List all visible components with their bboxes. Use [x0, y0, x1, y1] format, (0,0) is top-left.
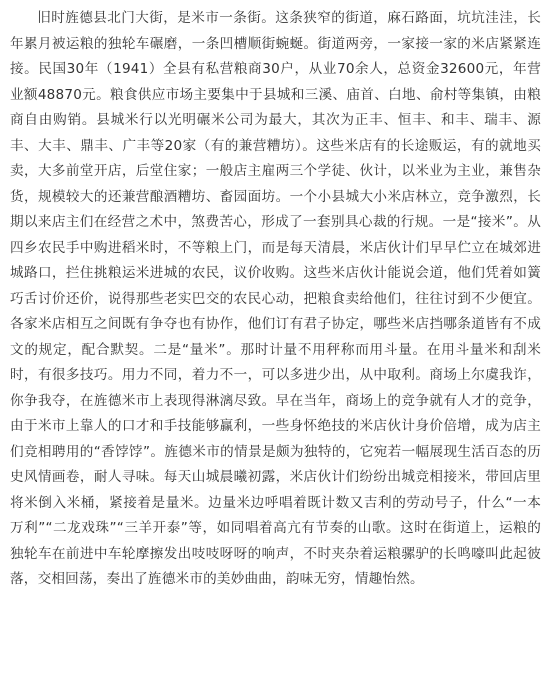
article-paragraph: 旧时旌德县北门大街，是米市一条街。这条狭窄的街道，麻石路面，坑坑洼洼，长年累月被运粮的独轮车碾磨，一条凹槽顺街蜿蜒。街道两旁，一家接一家的米店紧紧连接。民国30年（1941）全县有私营粮商30户，从业70余人，总资金32600元，年营业额48870元。粮食供应市场主要集中于县城和三溪、庙首、白地、俞村等集镇，由粮商自由购销。县城米行以光明碾米公司为最大，其次为正丰、恒丰、和丰、瑞丰、源丰、大丰、鼎丰、广丰等20家（有的兼营糟坊）。这些米店有的长途贩运，有的就地买卖，大多前堂开店，后堂住家；一般店主雇两三个学徒、伙计，以米业为主业，兼售杂货，规模较大的还兼营酿酒糟坊、畜园面坊。一个小县城大小米店林立，竞争激烈，长期以来店主们在经营之术中，煞费苦心，形成了一套别具心裁的行规。一是“接米”。从四乡农民手中购进稻米时，不等粮上门，而是每天清晨，米店伙计们早早伫立在城郊进城路口，拦住挑粮运米进城的农民，议价收购。这些米店伙计能说会道，他们凭着如簧巧舌讨价还价，说得那些老实巴交的农民心动，把粮食卖给他们，往往讨到不少便宜。各家米店相互之间既有争夺也有协作，他们订有君子协定，哪些米店挡哪条道皆有不成文的规定，配合默契。二是“量米”。那时计量不用秤称而用斗量。在用斗量米和刮米时，有很多技巧。用力不同，着力不一，可以多进少出，从中取利。商场上尔虞我诈，你争我夺，在旌德米市上表现得淋漓尽致。早在当年，商场上的竞争就有人才的竞争，由于米市上靠人的口才和手技能够赢利，一些身怀绝技的米店伙计身价倍增，成为店主们竞相聘用的“香饽饽”。旌德米市的情景是颇为独特的，它宛若一幅展现生活百态的历史风情画卷，耐人寻味。每天山城晨曦初露，米店伙计们纷纷出城竞相接米，带回店里将米倒入米桶，紧接着是量米。边量米边呼唱着既计数又吉利的劳动号子，什么“一本万利”“二龙戏珠”“三羊开泰”等，如同唱着高亢有节奏的山歌。这时在街道上，运粮的独轮车在前进中车轮摩擦发出吱吱呀呀的响声，不时夹杂着运粮骡驴的长鸣嚎叫此起彼落，交相回荡，奏出了旌德米市的美妙曲曲，韵味无穷，情趣怡然。 — [10, 10, 541, 587]
